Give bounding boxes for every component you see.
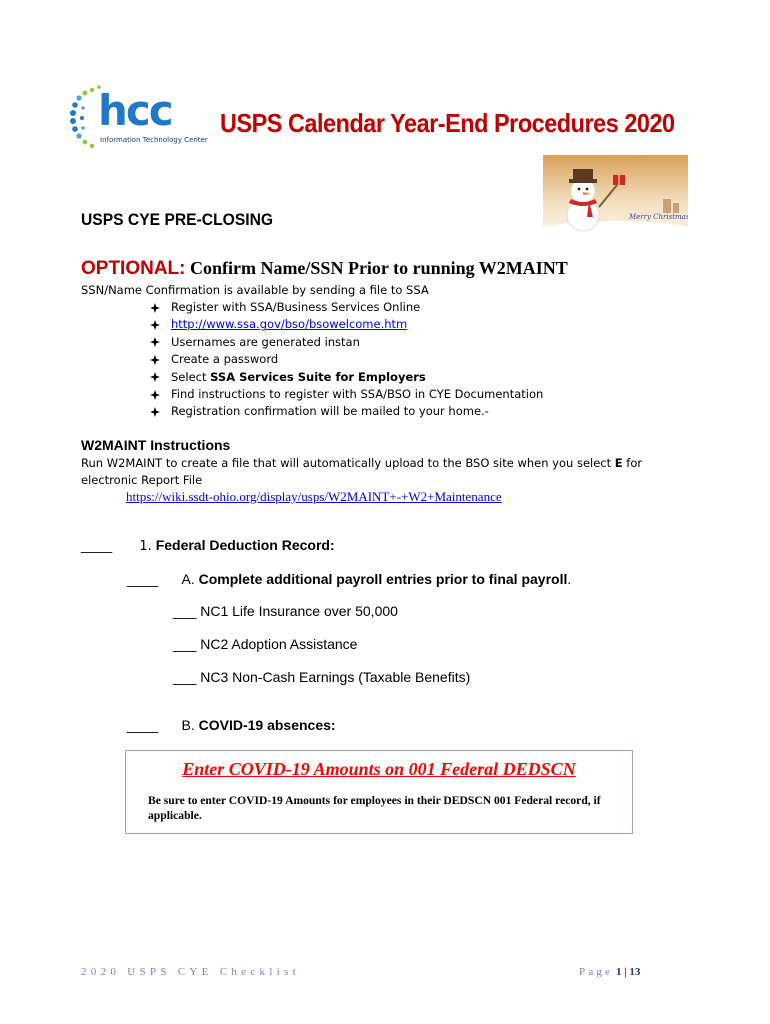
footer-page-number (579, 966, 640, 978)
step-label: COVID-19 absences: (198, 717, 336, 733)
step-blank: ____ (127, 717, 159, 733)
snowman-caption: Merry Christmas (629, 213, 688, 221)
w2maint-text-bold: E (614, 456, 623, 470)
snowman-illustration-icon (543, 155, 688, 235)
bullet-text: Find instructions to register with SSA/BSO in CYE Documentation (171, 386, 544, 401)
page-word: Page (579, 966, 614, 978)
snowman-image (543, 155, 688, 235)
hcc-logo (70, 84, 208, 159)
w2maint-text-pre: Run W2MAINT to create a file that will automatically upload to the BSO site when you select (81, 456, 615, 470)
diamond-bullet-icon (150, 303, 160, 313)
step-label: Complete additional payroll entries prior to final payroll (198, 571, 568, 587)
list-item (150, 403, 543, 420)
diamond-bullet-icon (150, 320, 160, 330)
step-letter: B. (181, 717, 195, 733)
ssn-bullet-list (150, 299, 543, 421)
step-period: . (567, 571, 572, 587)
step-number: 1. (139, 539, 152, 554)
step-b (127, 717, 336, 733)
covid-callout-box (125, 750, 633, 834)
list-item (150, 299, 543, 316)
bullet-text: Usernames are generated instan (171, 334, 360, 349)
list-item (150, 351, 543, 368)
page-separator: | (621, 966, 630, 978)
optional-title: Confirm Name/SSN Prior to running W2MAINT (189, 258, 568, 278)
page-current: 1 (615, 966, 622, 978)
bullet-text: Create a password (171, 352, 279, 367)
step-letter: A. (181, 571, 195, 587)
list-item (150, 316, 543, 333)
bullet-text: Select (171, 369, 211, 384)
diamond-bullet-icon (150, 390, 160, 400)
nc3-item: ___ NC3 Non-Cash Earnings (Taxable Benefits) (173, 669, 471, 685)
page-title: USPS Calendar Year-End Procedures 2020 (220, 108, 675, 138)
diamond-bullet-icon (150, 337, 160, 347)
list-item (150, 334, 543, 351)
diamond-bullet-icon (150, 407, 160, 417)
section-heading-preclosing: USPS CYE PRE-CLOSING (81, 210, 274, 229)
step-a (127, 571, 571, 587)
w2maint-text (81, 455, 661, 489)
ssa-bso-link[interactable]: http://www.ssa.gov/bso/bsowelcome.htm (171, 317, 408, 332)
list-item (150, 369, 543, 386)
w2maint-heading: W2MAINT Instructions (81, 437, 231, 453)
logo-subtext: Information Technology Center (100, 136, 208, 144)
step-label: Federal Deduction Record: (155, 537, 335, 553)
nc1-item: ___ NC1 Life Insurance over 50,000 (173, 603, 398, 619)
w2maint-wiki-link[interactable]: https://wiki.ssdt-ohio.org/display/usps/W2MAINT+-+W2+Maintenance (126, 489, 502, 504)
callout-body: Be sure to enter COVID-19 Amounts for employees in their DEDSCN 001 Federal record, if applicable. (148, 794, 601, 822)
optional-label: OPTIONAL: (81, 258, 186, 279)
ssn-intro-text: SSN/Name Confirmation is available by sending a file to SSA (81, 283, 429, 297)
list-item (150, 386, 543, 403)
diamond-bullet-icon (150, 355, 160, 365)
w2maint-text-post: for electronic Report File (81, 456, 643, 487)
nc2-item: ___ NC2 Adoption Assistance (173, 636, 358, 652)
bullet-bold-text: SSA Services Suite for Employers (210, 369, 426, 384)
logo-wordmark: hcc (98, 86, 172, 135)
bullet-text: Registration confirmation will be mailed to your home.- (171, 404, 489, 419)
step-1 (81, 537, 335, 554)
optional-heading (81, 258, 568, 280)
step-blank: ____ (81, 537, 113, 553)
bullet-text: Register with SSA/Business Services Online (171, 300, 421, 314)
page-total: 13 (629, 966, 641, 978)
callout-title: Enter COVID-19 Amounts on 001 Federal DEDSCN (182, 759, 576, 779)
step-blank: ____ (127, 571, 159, 587)
footer-doc-title: 2020 USPS CYE Checklist (81, 966, 300, 978)
diamond-bullet-icon (150, 372, 160, 382)
